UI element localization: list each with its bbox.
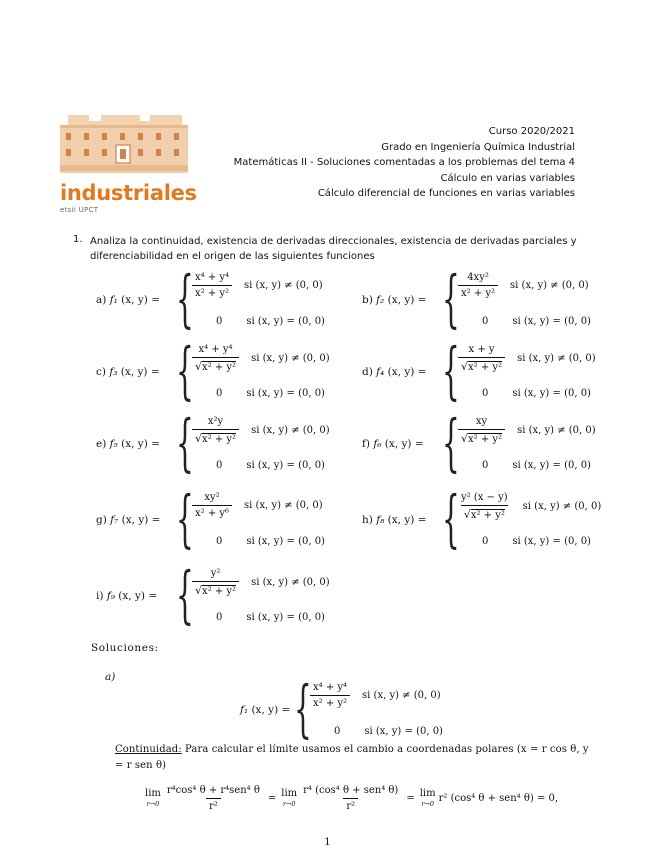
function-fraction: x²y √ x² + y²	[192, 416, 239, 445]
case-zero: 0 si (x, y) = (0, 0)	[482, 536, 591, 547]
document-header	[234, 124, 575, 202]
function-fraction: x⁴ + y⁴ √ x² + y²	[192, 344, 239, 373]
left-brace: {	[442, 262, 460, 335]
case-nonzero: x²y √ x² + y² si (x, y) ≠ (0, 0)	[192, 416, 330, 445]
page-number: 1	[324, 836, 331, 848]
case-zero: 0 si (x, y) = (0, 0)	[216, 536, 325, 547]
left-brace: {	[176, 262, 194, 335]
left-brace: {	[442, 406, 460, 479]
function-label: g) f₇ (x, y) =	[96, 514, 161, 526]
limit-equation	[145, 785, 558, 812]
limit-fraction-2: $\frac{\text{r⁴ (cos⁴ θ + sen⁴ θ)}}{\text{r²}}$	[303, 785, 399, 812]
case-zero: 0 si (x, y) = (0, 0)	[216, 460, 325, 471]
function-label: i) f₉ (x, y) =	[96, 590, 158, 602]
case-nonzero: xy √ x² + y² si (x, y) ≠ (0, 0)	[458, 416, 596, 445]
equals-2: =	[406, 793, 415, 804]
continuity-text: Para calcular el límite usamos el cambio a coordenadas polares (x = r cos θ, y = r sen θ)	[115, 744, 589, 771]
case-zero: 0 si (x, y) = (0, 0)	[216, 388, 325, 399]
case-zero: 0 si (x, y) = (0, 0)	[216, 612, 325, 623]
left-brace: {	[176, 482, 194, 555]
logo	[60, 115, 197, 215]
function-label: d) f₄ (x, y) =	[362, 366, 427, 378]
solutions-title: Soluciones:	[91, 642, 159, 654]
function-label: b) f₂ (x, y) =	[362, 294, 427, 306]
function-label: f₁ (x, y) =	[240, 704, 291, 716]
function-label: e) f₅ (x, y) =	[96, 438, 160, 450]
limit-operator-1: lim r→0	[145, 787, 161, 808]
left-brace: {	[176, 406, 194, 479]
degree: Grado en Ingeniería Química Industrial	[381, 141, 575, 153]
solution-part-label: a)	[105, 671, 116, 683]
left-brace: {	[442, 334, 460, 407]
continuity-paragraph	[115, 742, 595, 774]
case-nonzero: x⁴ + y⁴ √ x² + y² si (x, y) ≠ (0, 0)	[192, 344, 330, 373]
building-icon	[60, 115, 188, 177]
left-brace: {	[176, 334, 194, 407]
limit-operator-2: lim r→0	[281, 787, 298, 808]
subtopic: Cálculo diferencial de funciones en varias variables	[317, 188, 575, 199]
logo-subtitle: etsii UPCT	[60, 206, 99, 214]
function-label: f) f₆ (x, y) =	[362, 438, 424, 450]
case-nonzero: $\frac{\text{4xy²}}{\text{x² + y²}}$ si (x, y) ≠ (0, 0)	[458, 272, 589, 299]
case-zero: 0 si (x, y) = (0, 0)	[216, 316, 325, 327]
case-nonzero: y² √ x² + y² si (x, y) ≠ (0, 0)	[192, 568, 330, 597]
problem-statement: Analiza la continuidad, existencia de derivadas direccionales, existencia de derivadas parciales y diferenciabilidad en el origen de las siguientes funciones	[90, 236, 577, 262]
limit-result: r² (cos⁴ θ + sen⁴ θ) = 0,	[438, 793, 559, 804]
case-zero: 0 si (x, y) = (0, 0)	[482, 460, 591, 471]
case-nonzero: $\frac{\text{x⁴ + y⁴}}{\text{x² + y²}}$ si (x, y) ≠ (0, 0)	[192, 272, 323, 299]
function-fraction: xy √ x² + y²	[458, 416, 505, 445]
limit-operator-3: lim r→0	[419, 787, 436, 808]
function-fraction: $\frac{\text{x⁴ + y⁴}}{\text{x² + y²}}$	[310, 682, 350, 709]
function-fraction: y² √ x² + y²	[192, 568, 239, 597]
case-zero: 0 si (x, y) = (0, 0)	[482, 316, 591, 327]
case-nonzero: y² (x − y) √ x² + y² si (x, y) ≠ (0, 0)	[458, 492, 601, 521]
equals-1: =	[267, 793, 277, 804]
function-label: a) f₁ (x, y) =	[96, 294, 161, 306]
function-fraction: $\frac{\text{x⁴ + y⁴}}{\text{x² + y²}}$	[192, 272, 232, 299]
function-label: h) f₈ (x, y) =	[362, 514, 427, 526]
case-nonzero: $\frac{\text{xy²}}{\text{x² + y⁶}}$ si (x, y) ≠ (0, 0)	[192, 492, 323, 519]
left-brace: {	[442, 482, 460, 555]
function-label: c) f₃ (x, y) =	[96, 366, 160, 378]
logo-wordmark: industriales	[60, 181, 197, 205]
function-fraction: $\frac{\text{xy²}}{\text{x² + y⁶}}$	[192, 492, 232, 519]
case-nonzero: x + y √ x² + y² si (x, y) ≠ (0, 0)	[458, 344, 596, 373]
topic: Cálculo en varias variables	[440, 172, 575, 184]
function-fraction: x + y √ x² + y²	[458, 344, 505, 373]
left-brace: {	[294, 672, 312, 745]
case-nonzero: $\frac{\text{x⁴ + y⁴}}{\text{x² + y²}}$ si (x, y) ≠ (0, 0)	[310, 682, 441, 709]
case-zero: 0 si (x, y) = (0, 0)	[334, 726, 443, 737]
function-fraction: y² (x − y) √ x² + y²	[461, 492, 508, 521]
course-year: Curso 2020/2021	[488, 126, 575, 137]
limit-fraction-1: $\frac{\text{r⁴cos⁴ θ + r⁴sen⁴ θ}}{\text{r²}}$	[166, 785, 260, 812]
left-brace: {	[176, 558, 194, 631]
problem-number: 1.	[73, 234, 83, 245]
subject: Matemáticas II - Soluciones comentadas a los problemas del tema 4	[233, 157, 575, 168]
case-zero: 0 si (x, y) = (0, 0)	[482, 388, 591, 399]
function-fraction: $\frac{\text{4xy²}}{\text{x² + y²}}$	[458, 272, 498, 299]
continuity-label: Continuidad:	[115, 744, 182, 755]
